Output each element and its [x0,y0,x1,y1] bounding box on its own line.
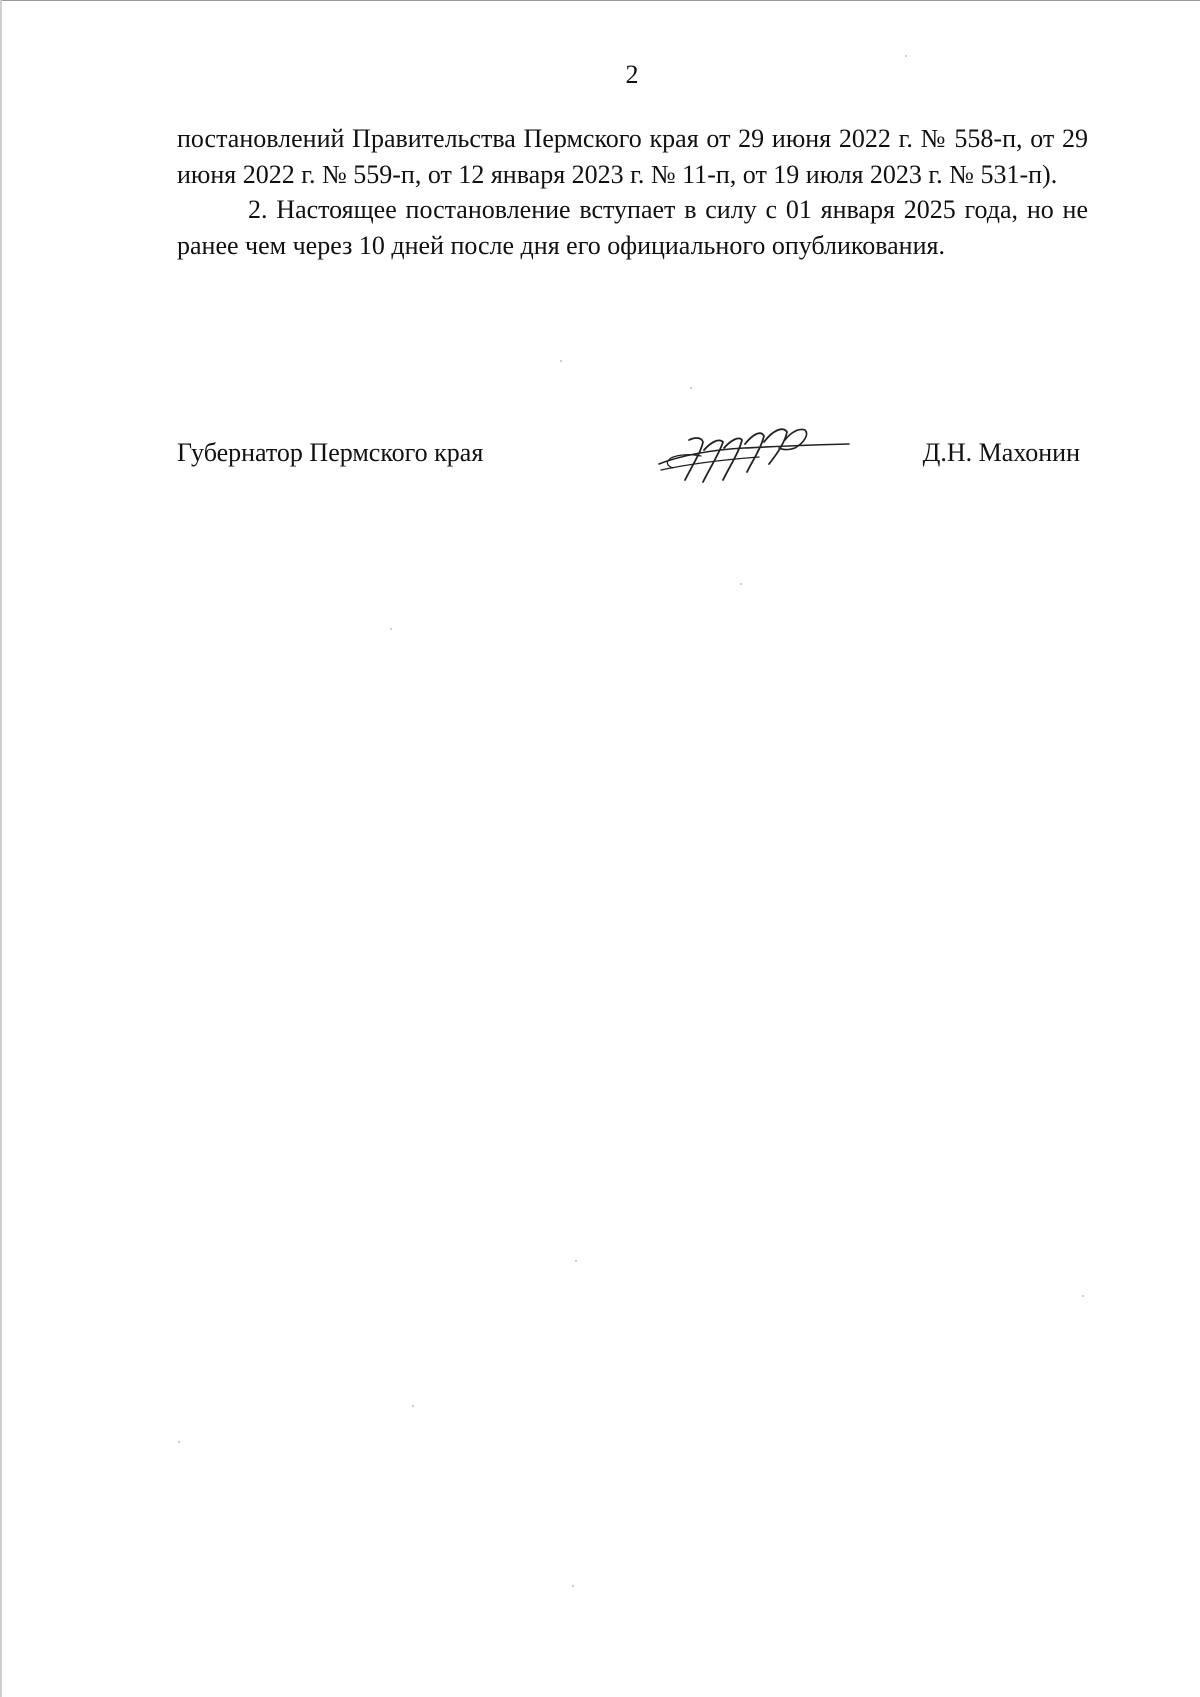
scan-speck [575,1260,577,1262]
scan-speck [740,583,742,585]
signature-block [177,420,1088,500]
scan-edge-left [0,0,2,1697]
document-body [177,121,1088,263]
scan-speck [572,1585,574,1587]
paragraph-effective-date: 2. Настоящее постановление вступает в силу с 01 января 2025 года, но не ранее чем через 10 дней после дня его официального опубликования. [177,195,1088,260]
scan-speck [905,55,907,57]
page-number: 2 [625,60,639,89]
scan-edge-top [0,0,1200,1]
scan-speck [1082,1295,1084,1297]
signatory-name: Д.Н. Махонин [922,438,1080,467]
scan-speck [690,387,692,389]
paragraph-continuation: постановлений Правительства Пермского края от 29 июня 2022 г. № 558-п, от 29 июня 2022 г. № 559-п, от 12 января 2023 г. № 11-п, от 19 июля 2023 г. № 531-п). [177,124,1088,189]
scan-speck [412,1405,414,1407]
scan-speck [390,628,392,630]
signatory-position: Губернатор Пермского края [177,438,484,467]
scan-speck [178,1441,180,1443]
scan-speck [560,360,562,362]
handwritten-signature-icon [649,420,859,490]
